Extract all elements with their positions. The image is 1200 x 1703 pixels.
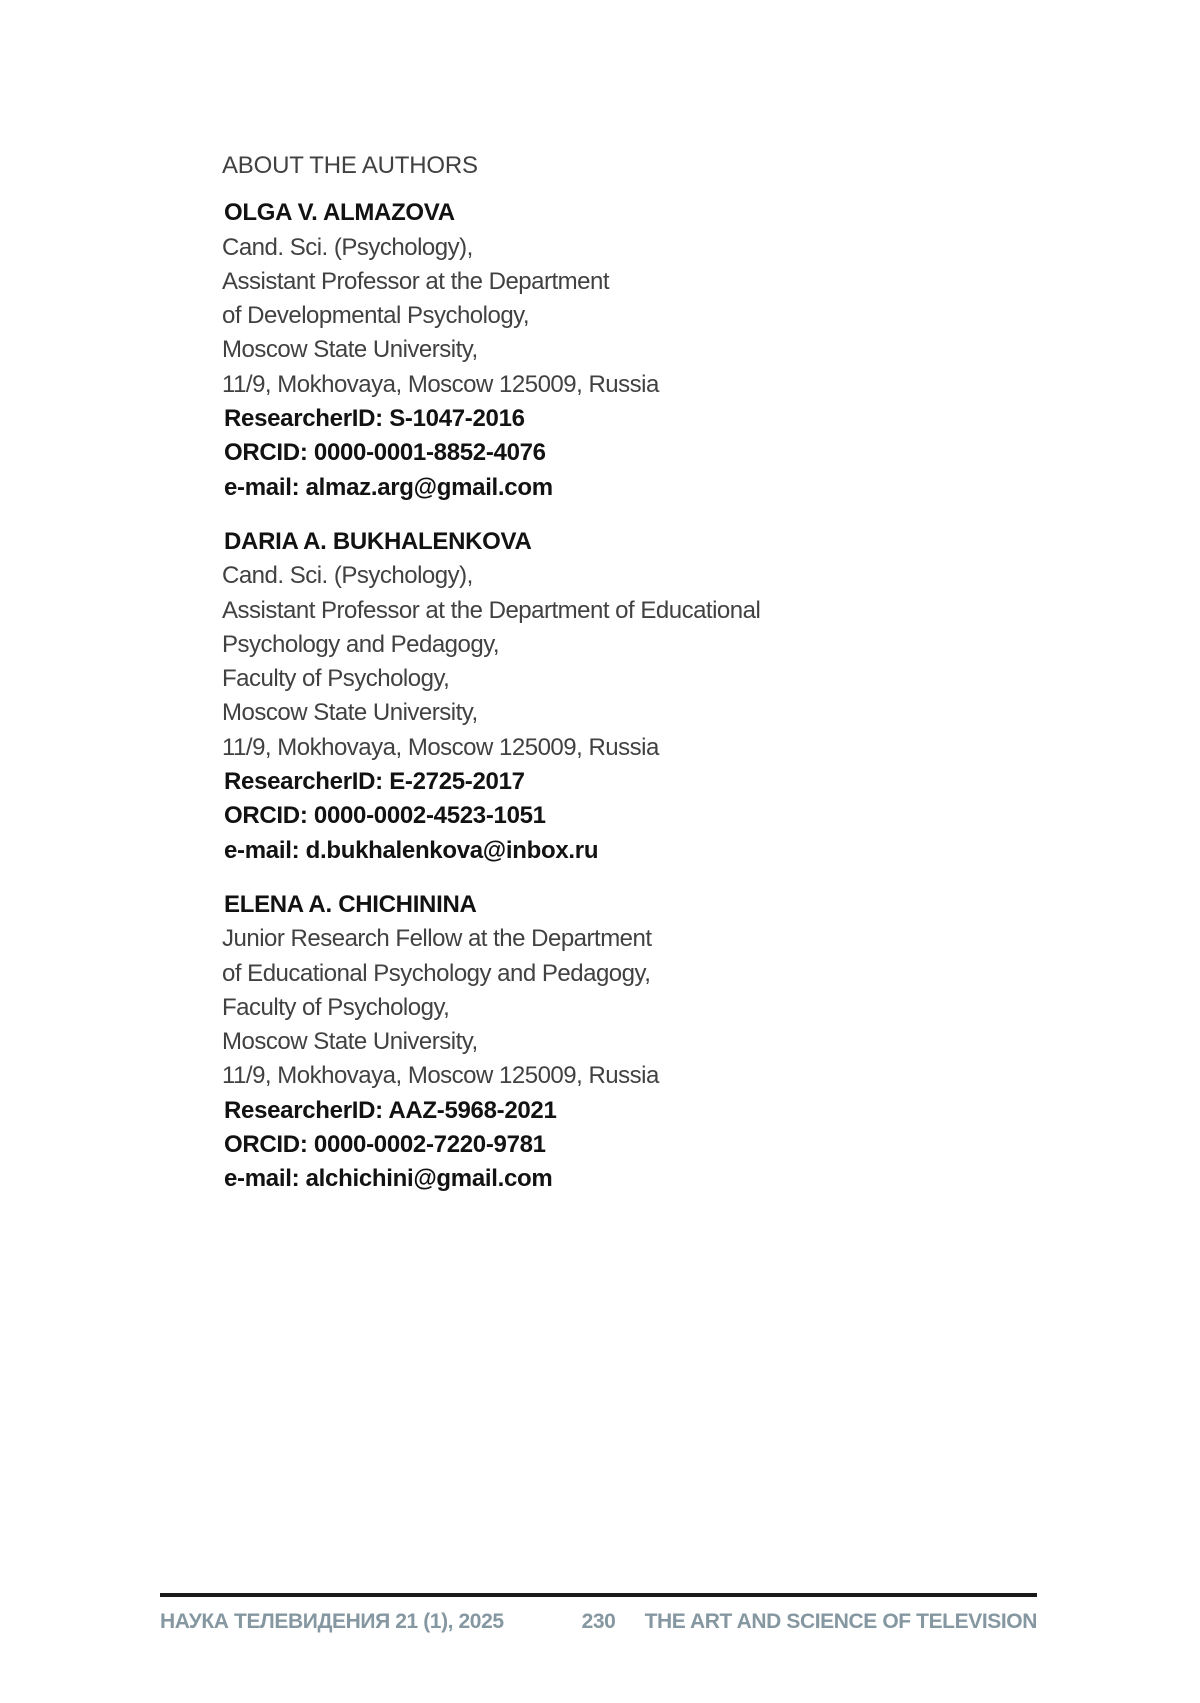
author-faculty: Faculty of Psychology, xyxy=(222,993,450,1021)
author-block xyxy=(222,888,760,1197)
author-block xyxy=(222,196,760,505)
author-address: 11/9, Mokhovaya, Moscow 125009, Russia xyxy=(222,370,659,398)
author-email: e-mail: alchichini@gmail.com xyxy=(224,1165,553,1193)
author-position: Assistant Professor at the Department xyxy=(222,267,610,295)
author-degree: Cand. Sci. (Psychology), xyxy=(222,562,473,590)
author-department: of Educational Psychology and Pedagogy, xyxy=(222,959,651,987)
author-position: Assistant Professor at the Department of Educational xyxy=(222,596,761,624)
author-university: Moscow State University, xyxy=(222,699,478,727)
author-name: ELENA A. CHICHININA xyxy=(224,890,477,918)
author-researcher-id: ResearcherID: S-1047-2016 xyxy=(224,405,525,433)
author-email: e-mail: d.bukhalenkova@inbox.ru xyxy=(224,836,599,864)
footer-page-number: 230 xyxy=(581,1610,616,1633)
author-department: of Developmental Psychology, xyxy=(222,302,530,330)
author-name: DARIA A. BUKHALENKOVA xyxy=(224,527,532,555)
author-orcid: ORCID: 0000-0002-4523-1051 xyxy=(224,802,546,830)
author-faculty: Faculty of Psychology, xyxy=(222,665,450,693)
author-block xyxy=(222,525,760,868)
author-researcher-id: ResearcherID: E-2725-2017 xyxy=(224,768,525,796)
footer-journal-title-ru: НАУКА ТЕЛЕВИДЕНИЯ 21 (1), 2025 xyxy=(160,1610,504,1633)
author-name: OLGA V. ALMAZOVA xyxy=(224,199,455,227)
page-title: ABOUT THE AUTHORS xyxy=(222,152,478,179)
author-university: Moscow State University, xyxy=(222,336,478,364)
footer-divider xyxy=(160,1593,1037,1597)
author-university: Moscow State University, xyxy=(222,1028,478,1056)
page-footer xyxy=(160,1610,1037,1634)
author-email: e-mail: almaz.arg@gmail.com xyxy=(224,473,553,501)
author-degree: Cand. Sci. (Psychology), xyxy=(222,233,473,261)
footer-journal-title-en: THE ART AND SCIENCE OF TELEVISION xyxy=(644,1610,1037,1633)
author-address: 11/9, Mokhovaya, Moscow 125009, Russia xyxy=(222,733,659,761)
author-address: 11/9, Mokhovaya, Moscow 125009, Russia xyxy=(222,1062,659,1090)
author-orcid: ORCID: 0000-0001-8852-4076 xyxy=(224,439,546,467)
author-researcher-id: ResearcherID: AAZ-5968-2021 xyxy=(224,1096,557,1124)
author-department: Psychology and Pedagogy, xyxy=(222,630,500,658)
author-orcid: ORCID: 0000-0002-7220-9781 xyxy=(224,1131,546,1159)
about-authors-section xyxy=(222,149,760,1217)
author-position: Junior Research Fellow at the Department xyxy=(222,925,652,953)
